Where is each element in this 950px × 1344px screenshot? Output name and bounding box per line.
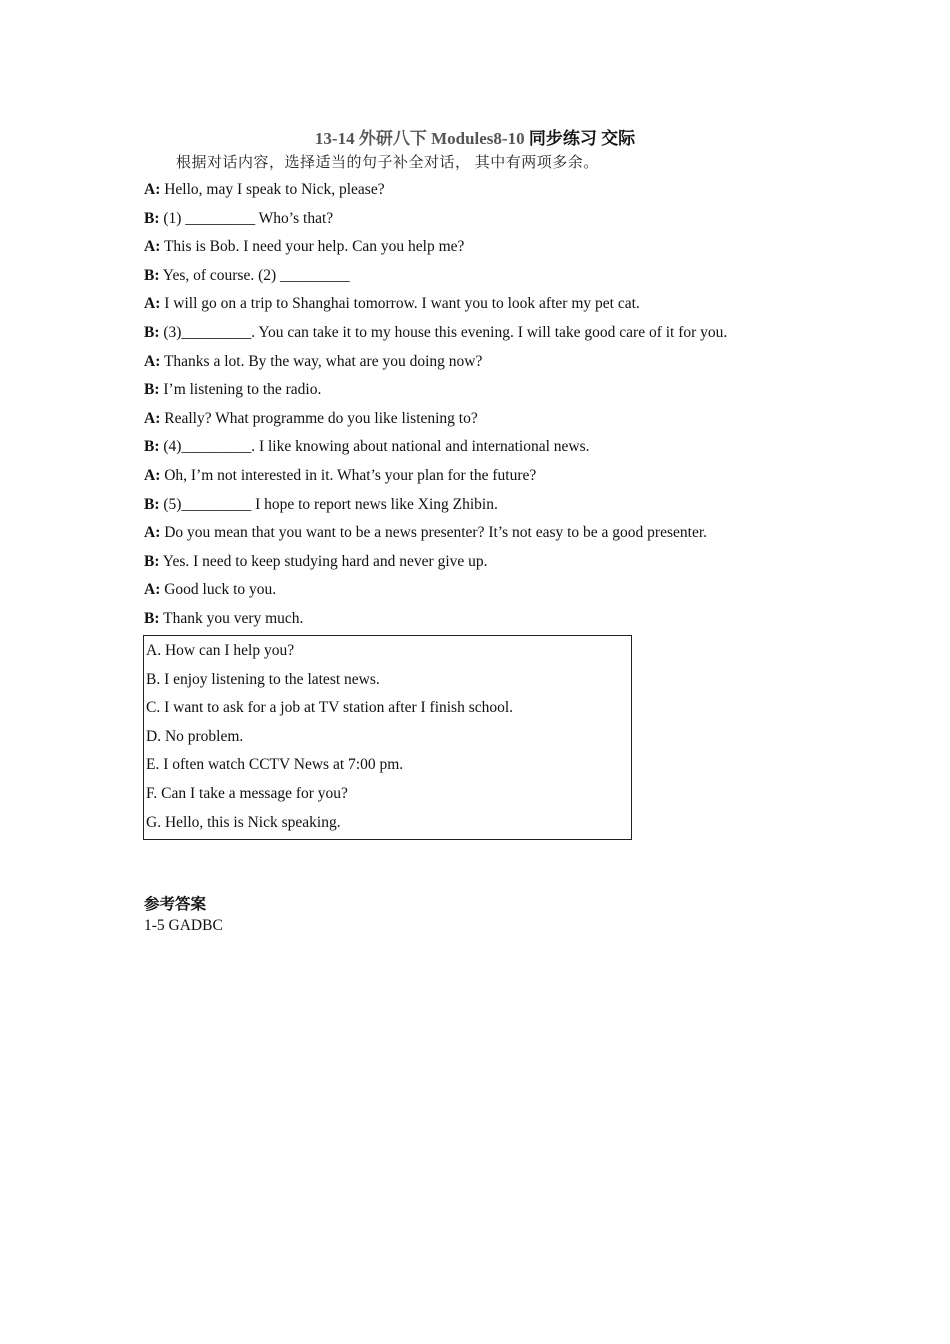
- dialogue-text: (5)_________ I hope to report news like Xing Zhibin.: [159, 495, 498, 513]
- dialogue-line: [144, 178, 844, 207]
- speaker-label: B:: [144, 609, 160, 627]
- dialogue-line: [144, 235, 844, 264]
- option-item: B. I enjoy listening to the latest news.: [146, 670, 380, 688]
- option-item: D. No problem.: [146, 727, 244, 745]
- speaker-label: B:: [144, 381, 160, 399]
- dialogue-line: [144, 521, 844, 550]
- dialogue-text: Thank you very much.: [159, 609, 304, 627]
- dialogue-text: This is Bob. I need your help. Can you help me?: [160, 238, 465, 256]
- speaker-label: A:: [144, 181, 161, 198]
- dialogue-line: [144, 207, 844, 236]
- dialogue-line: [144, 607, 844, 636]
- speaker-label: A:: [144, 352, 161, 370]
- speaker-label: B:: [144, 266, 160, 284]
- dialogue-line: [144, 292, 844, 321]
- dialogue-text: (4)_________. I like knowing about national and international news.: [159, 438, 590, 456]
- dialogue-text: Do you mean that you want to be a news presenter? It’s not easy to be a good presenter.: [160, 524, 708, 542]
- speaker-label: B:: [144, 323, 160, 341]
- dialogue-text: Good luck to you.: [160, 581, 277, 599]
- speaker-label: A:: [144, 581, 161, 599]
- dialogue-text: Yes. I need to keep studying hard and never give up.: [159, 552, 488, 570]
- speaker-label: A:: [144, 466, 161, 484]
- page-title: [0, 124, 950, 149]
- dialogue-text: Thanks a lot. By the way, what are you doing now?: [160, 352, 483, 370]
- title-code: 13-14 外研八下 Modules8-10: [314, 129, 525, 148]
- option-item: E. I often watch CCTV News at 7:00 pm.: [146, 756, 404, 774]
- answer-heading: 参考答案: [144, 896, 207, 913]
- option-item: F. Can I take a message for you?: [146, 784, 348, 802]
- dialogue-line: [144, 435, 844, 464]
- dialogue-line: [144, 493, 844, 522]
- dialogue-line: [144, 264, 844, 293]
- options-list: [146, 639, 631, 839]
- dialogue-text: Really? What programme do you like listening to?: [160, 409, 478, 427]
- speaker-label: B:: [144, 438, 160, 456]
- speaker-label: A:: [144, 524, 161, 542]
- option-item: C. I want to ask for a job at TV station after I finish school.: [146, 699, 514, 717]
- dialogue-line: [144, 550, 844, 579]
- speaker-label: A:: [144, 238, 161, 256]
- dialogue-text: (1) _________ Who’s that?: [159, 209, 334, 227]
- dialogue-line: [144, 378, 844, 407]
- dialogue-text: Hello, may I speak to Nick, please?: [160, 181, 385, 198]
- dialogue-line: [144, 407, 844, 436]
- speaker-label: A:: [144, 409, 161, 427]
- dialogue-list: [144, 178, 844, 636]
- instruction-text: 根据对话内容，选择适当的句子补全对话， 其中有两项多余。: [176, 155, 599, 171]
- option-item: G. Hello, this is Nick speaking.: [146, 813, 341, 831]
- dialogue-text: I will go on a trip to Shanghai tomorrow. I want you to look after my pet cat.: [160, 295, 640, 313]
- dialogue-line: [144, 578, 844, 607]
- options-box: [143, 635, 632, 840]
- dialogue-text: I’m listening to the radio.: [159, 381, 322, 399]
- speaker-label: A:: [144, 295, 161, 313]
- title-subject: 同步练习 交际: [524, 129, 636, 148]
- dialogue-text: Oh, I’m not interested in it. What’s your plan for the future?: [160, 466, 537, 484]
- dialogue-line: [144, 321, 844, 350]
- dialogue-text: Yes, of course. (2) _________: [159, 266, 350, 284]
- speaker-label: B:: [144, 495, 160, 513]
- answer-text: 1-5 GADBC: [144, 917, 223, 934]
- speaker-label: B:: [144, 552, 160, 570]
- dialogue-text: (3)_________. You can take it to my house this evening. I will take good care of it for you.: [159, 323, 728, 341]
- dialogue-line: [144, 350, 844, 379]
- speaker-label: B:: [144, 209, 160, 227]
- dialogue-line: [144, 464, 844, 493]
- option-item: A. How can I help you?: [146, 642, 295, 659]
